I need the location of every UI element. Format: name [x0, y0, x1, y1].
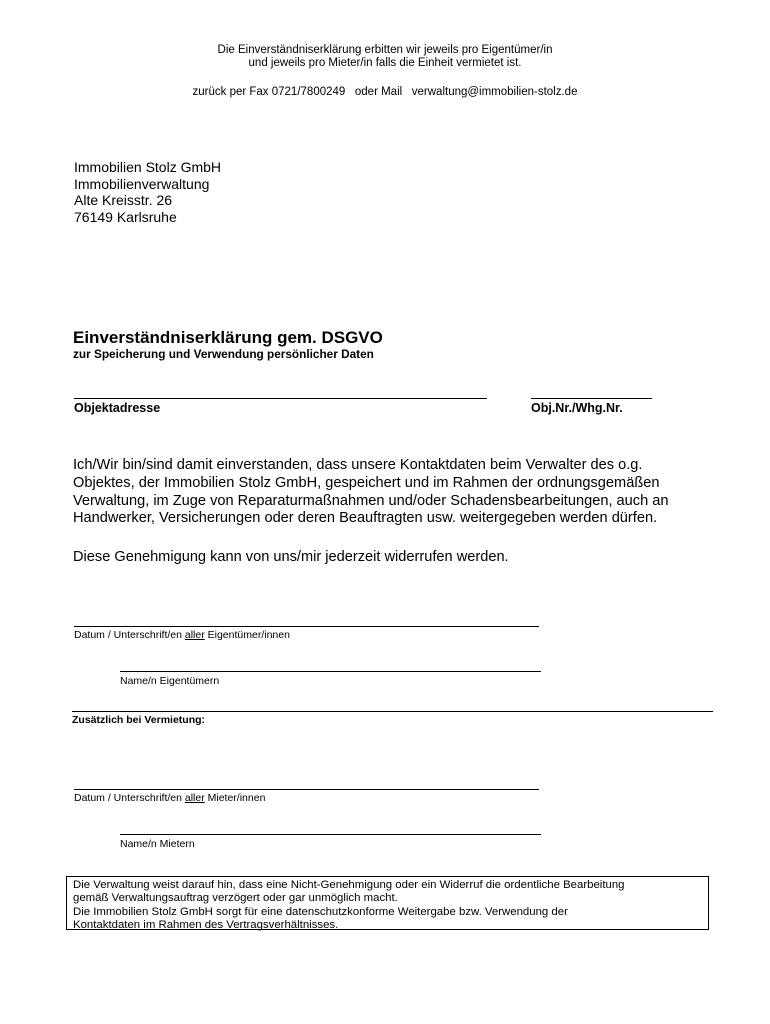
revocation-text: Diese Genehmigung kann von uns/mir jederzeit widerrufen werden. [73, 549, 509, 565]
tenant-signature-label: Datum / Unterschrift/en aller Mieter/innen [74, 792, 266, 804]
owner-signature-label: Datum / Unterschrift/en aller Eigentümer/innen [74, 629, 290, 641]
document-title: Einverständniserklärung gem. DSGVO [73, 328, 383, 347]
object-number-line [531, 398, 652, 399]
notice-line-4: Kontaktdaten im Rahmen des Vertragsverhältnisses. [73, 918, 339, 931]
document-subtitle: zur Speicherung und Verwendung persönlicher Daten [73, 347, 374, 361]
owner-signature-line [74, 626, 539, 627]
owner-name-label: Name/n Eigentümern [120, 675, 220, 687]
rental-section-heading: Zusätzlich bei Vermietung: [72, 714, 206, 726]
address-department: Immobilienverwaltung [74, 176, 210, 192]
consent-text-line-3: Verwaltung, im Zuge von Reparaturmaßnahmen und/oder Schadensbearbeitungen, auch an [73, 493, 669, 509]
header-contact-line: zurück per Fax 0721/7800249 oder Mail verwaltung@immobilien-stolz.de [192, 86, 578, 98]
header-instruction-line-2: und jeweils pro Mieter/in falls die Einheit vermietet ist. [248, 57, 522, 69]
header-instruction-line-1: Die Einverständniserklärung erbitten wir jeweils pro Eigentümer/in [217, 44, 553, 56]
object-address-line [74, 398, 487, 399]
consent-text-line-1: Ich/Wir bin/sind damit einverstanden, dass unsere Kontaktdaten beim Verwalter des o.g. [73, 457, 643, 473]
rental-section-divider [72, 711, 713, 712]
address-street: Alte Kreisstr. 26 [74, 192, 173, 208]
consent-text-line-4: Handwerker, Versicherungen oder deren Beauftragten usw. weitergegeben werden dürfen. [73, 510, 658, 526]
address-company: Immobilien Stolz GmbH [74, 159, 222, 175]
object-number-label: Obj.Nr./Whg.Nr. [531, 401, 623, 415]
consent-text-line-2: Objektes, der Immobilien Stolz GmbH, gespeichert und im Rahmen der ordnungsgemäßen [73, 475, 660, 491]
notice-line-3: Die Immobilien Stolz GmbH sorgt für eine datenschutzkonforme Weitergabe bzw. Verwendung der [73, 905, 568, 918]
tenant-name-label: Name/n Mietern [120, 838, 195, 850]
tenant-signature-line [74, 789, 539, 790]
notice-line-2: gemäß Verwaltungsauftrag verzögert oder gar unmöglich macht. [73, 892, 398, 905]
owner-name-line [120, 671, 541, 672]
notice-line-1: Die Verwaltung weist darauf hin, dass eine Nicht-Genehmigung oder ein Widerruf die ordentliche Bearbeitung [73, 879, 625, 891]
notice-box [66, 876, 709, 930]
tenant-name-line [120, 834, 541, 835]
object-address-label: Objektadresse [74, 401, 161, 415]
address-city: 76149 Karlsruhe [74, 209, 177, 225]
